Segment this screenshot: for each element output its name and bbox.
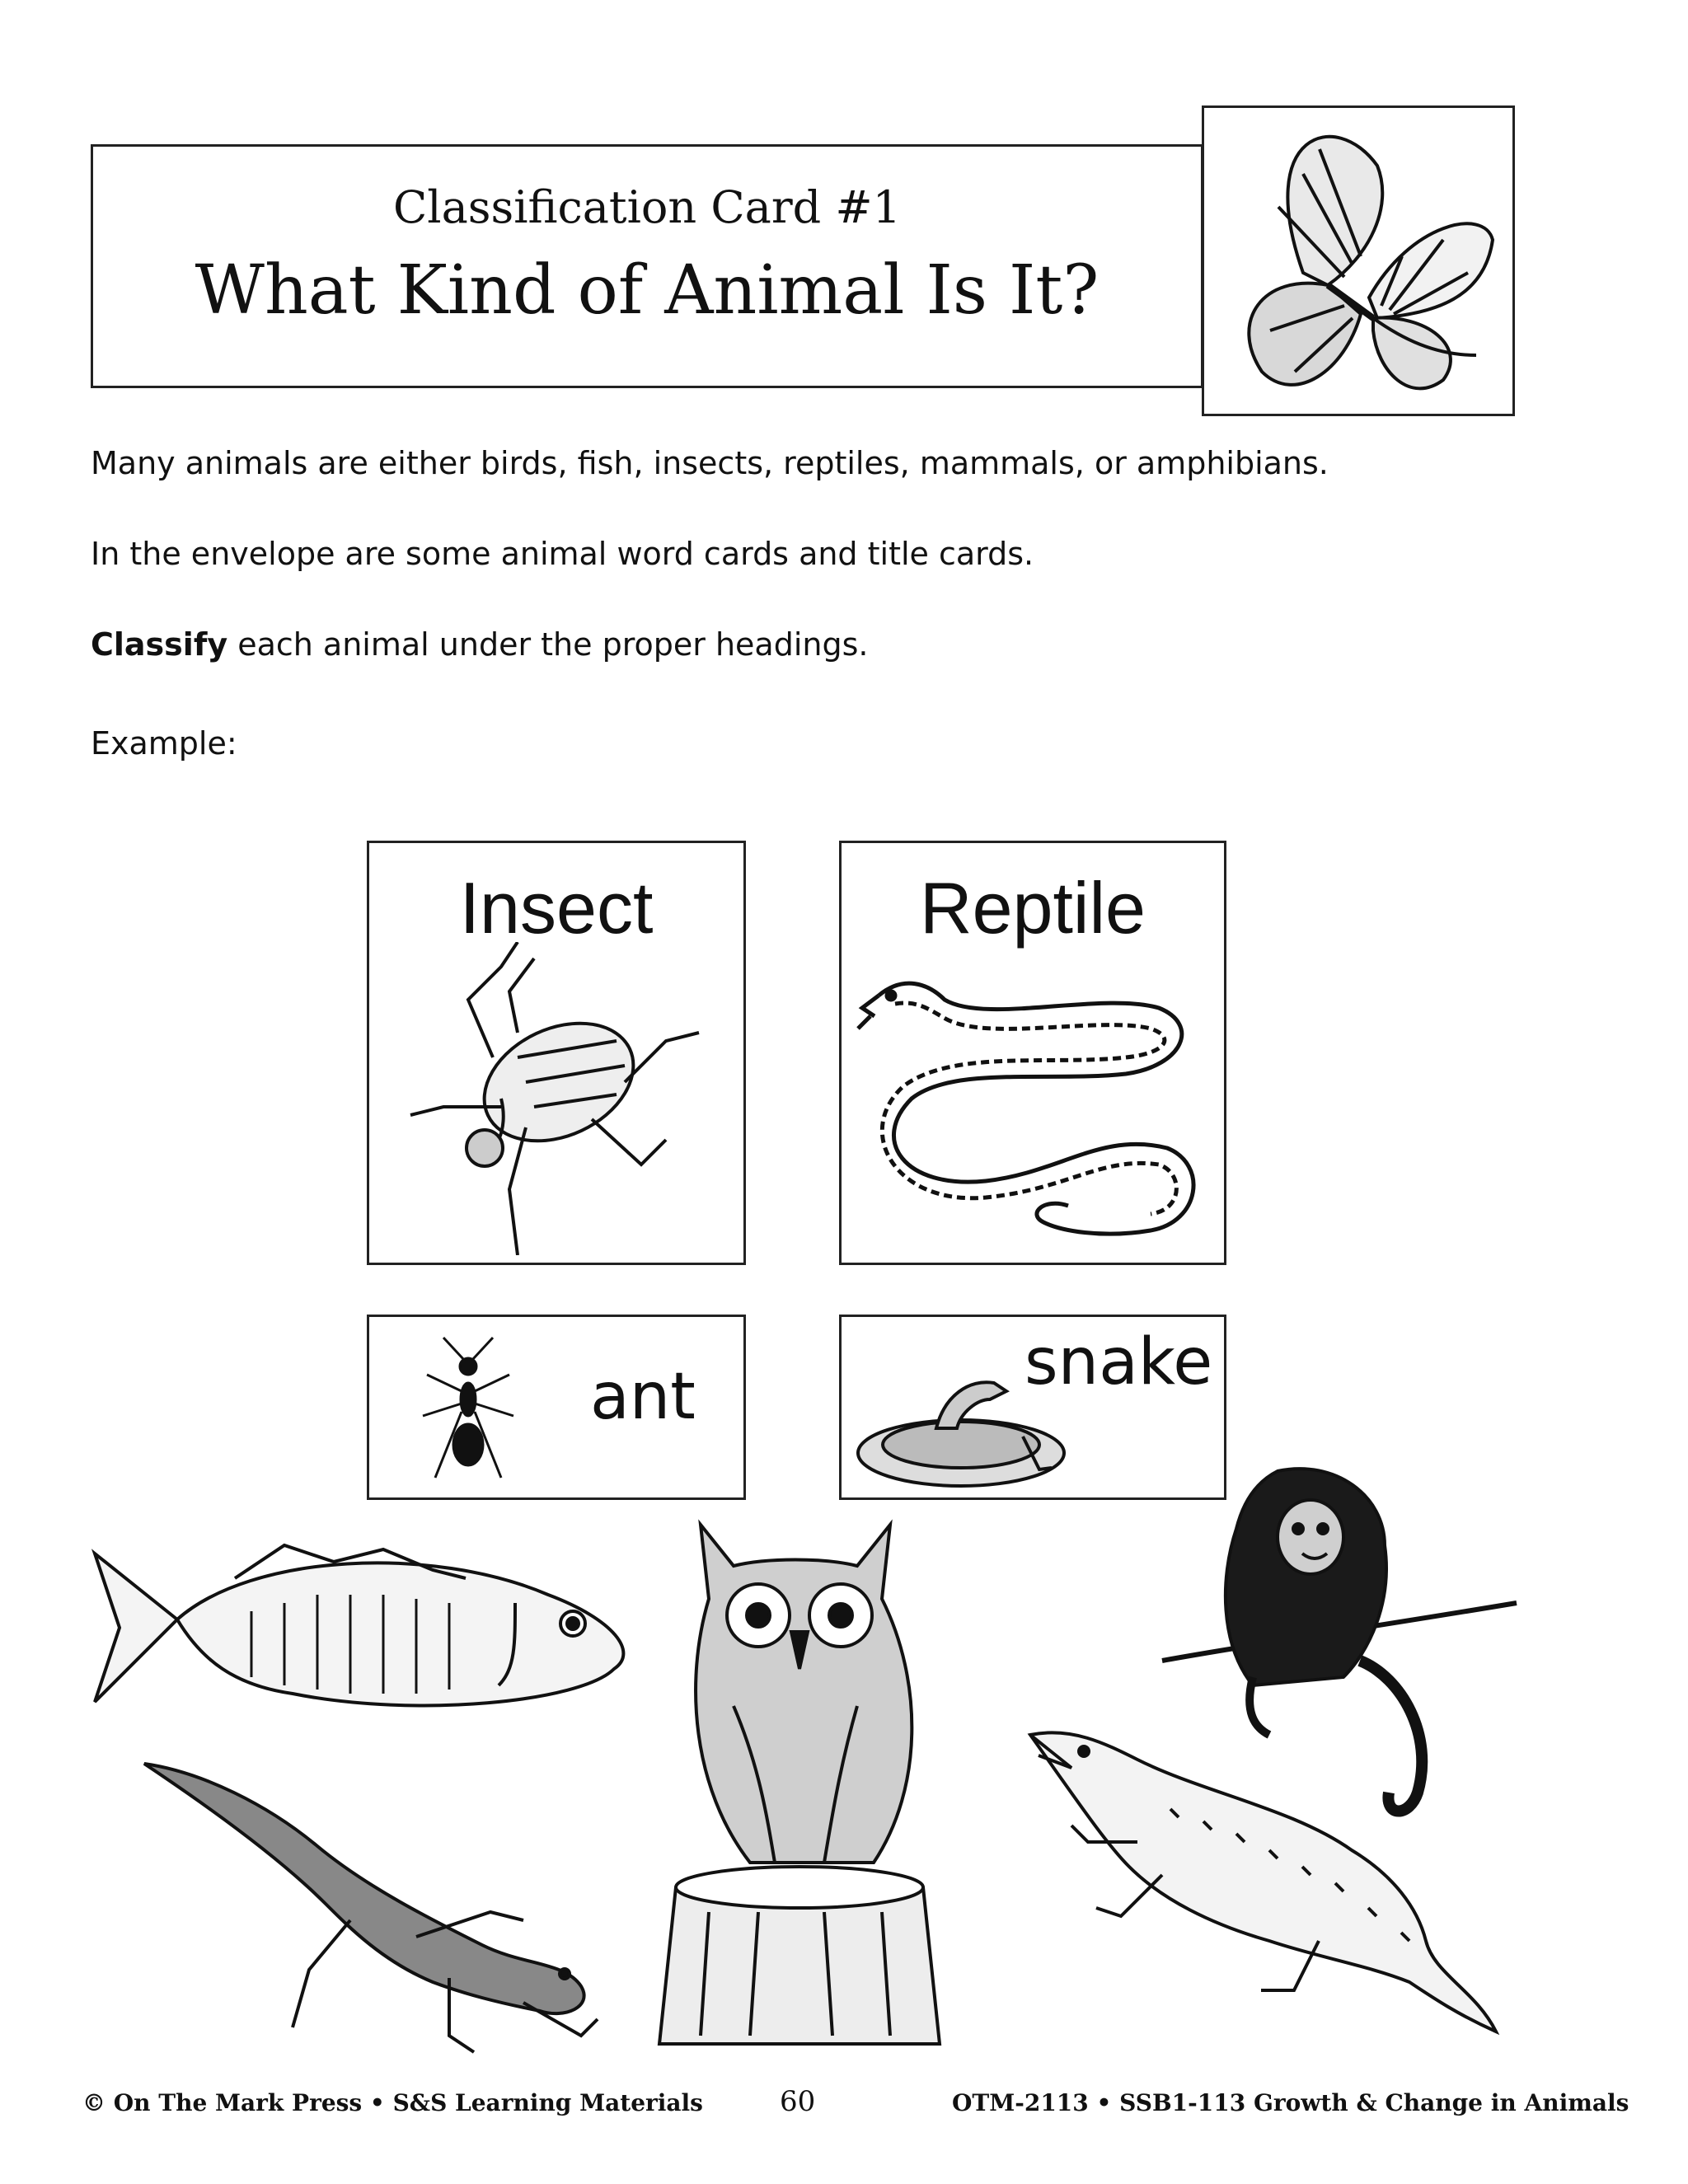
alligator-icon	[1022, 1718, 1517, 2048]
footer-product-code: OTM-2113 • SSB1-113 Growth & Change in Animals	[952, 2089, 1629, 2116]
intro-line-3	[91, 626, 868, 663]
title-card-label: Reptile	[920, 867, 1146, 949]
card-number-subtitle: Classification Card #1	[392, 181, 902, 233]
word-card-ant	[367, 1315, 746, 1500]
word-card-label: snake	[1025, 1325, 1213, 1399]
word-card-label: ant	[590, 1360, 696, 1434]
intro-line-1: Many animals are either birds, fish, insects, reptiles, mammals, or amphibians.	[91, 445, 1329, 481]
title-card-reptile	[839, 841, 1226, 1265]
classify-keyword: Classify	[91, 626, 228, 663]
example-label: Example:	[91, 725, 237, 762]
butterfly-icon	[1204, 108, 1512, 414]
intro-line-2: In the envelope are some animal word cards and title cards.	[91, 536, 1034, 572]
title-card-label: Insect	[459, 867, 654, 949]
snake-icon	[854, 950, 1217, 1255]
page-number: 60	[780, 2085, 816, 2118]
intro-line-3-rest: each animal under the proper headings.	[227, 626, 869, 663]
lizard-icon	[136, 1755, 614, 2069]
butterfly-frame	[1202, 105, 1515, 416]
ant-icon	[419, 1333, 518, 1482]
fish-icon	[87, 1529, 647, 1743]
footer-publisher: © On The Mark Press • S&S Learning Materials	[82, 2089, 703, 2116]
owl-icon	[643, 1516, 973, 2060]
beetle-icon	[394, 942, 724, 1255]
title-card-insect	[367, 841, 746, 1265]
page-title: What Kind of Animal Is It?	[195, 251, 1100, 330]
